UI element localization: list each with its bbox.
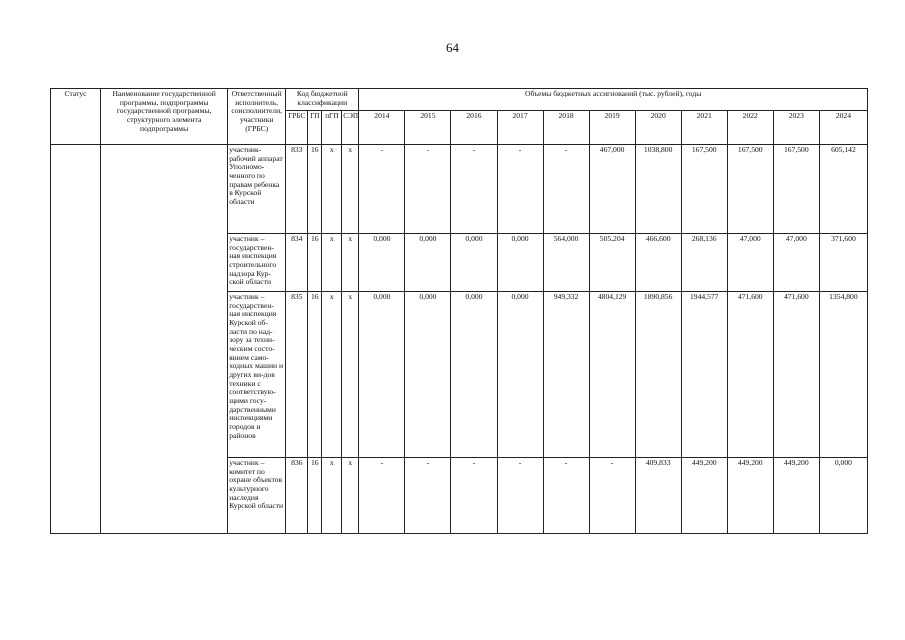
header-year: 2017 xyxy=(497,111,543,145)
header-code-grbs: ГРБС xyxy=(286,111,308,145)
code-cell: х xyxy=(322,292,342,458)
code-cell: х xyxy=(342,145,359,234)
header-allocations: Объемы бюджетных ассигнований (тыс. рублей), годы xyxy=(359,89,868,111)
header-year: 2023 xyxy=(773,111,819,145)
value-cell: - xyxy=(451,458,497,534)
value-cell: - xyxy=(359,145,405,234)
value-cell: 505,204 xyxy=(589,234,635,292)
value-cell: 449,200 xyxy=(681,458,727,534)
executor-cell: участник – комитет по охране объектов культурного наследия Курской области xyxy=(228,458,286,534)
code-cell: 834 xyxy=(286,234,308,292)
value-cell: 409,833 xyxy=(635,458,681,534)
value-cell: 371,600 xyxy=(819,234,867,292)
header-name: Наименование государственной программы, подпрограммы государственной программы, структурного элемента подпрограммы xyxy=(101,89,228,145)
value-cell: - xyxy=(589,458,635,534)
program-name-cell xyxy=(101,145,228,534)
value-cell: 564,000 xyxy=(543,234,589,292)
header-year: 2019 xyxy=(589,111,635,145)
header-budget-code: Код бюджетной классификации xyxy=(286,89,359,111)
value-cell: 605,142 xyxy=(819,145,867,234)
budget-table xyxy=(50,88,868,534)
header-responsible: Ответственный исполнитель, соисполнители, участники (ГРБС) xyxy=(228,89,286,145)
header-year: 2014 xyxy=(359,111,405,145)
code-cell: 833 xyxy=(286,145,308,234)
executor-cell: участник – государствен-ная инспекция строительного надзора Кур-ской области xyxy=(228,234,286,292)
value-cell: 0,000 xyxy=(405,292,451,458)
value-cell: 47,000 xyxy=(727,234,773,292)
value-cell: 467,000 xyxy=(589,145,635,234)
header-year: 2024 xyxy=(819,111,867,145)
code-cell: 835 xyxy=(286,292,308,458)
value-cell: 471,600 xyxy=(727,292,773,458)
value-cell: - xyxy=(451,145,497,234)
value-cell: - xyxy=(359,458,405,534)
value-cell: - xyxy=(405,458,451,534)
value-cell: - xyxy=(543,145,589,234)
code-cell: 16 xyxy=(308,234,322,292)
page-number: 64 xyxy=(446,40,459,55)
code-cell: 16 xyxy=(308,292,322,458)
value-cell: 167,500 xyxy=(681,145,727,234)
code-cell: х xyxy=(322,458,342,534)
value-cell: 47,000 xyxy=(773,234,819,292)
value-cell: 449,200 xyxy=(727,458,773,534)
header-year: 2015 xyxy=(405,111,451,145)
value-cell: 471,600 xyxy=(773,292,819,458)
value-cell: 167,500 xyxy=(727,145,773,234)
value-cell: 0,000 xyxy=(451,234,497,292)
value-cell: 0,000 xyxy=(405,234,451,292)
status-cell xyxy=(51,145,101,534)
value-cell: 0,000 xyxy=(497,234,543,292)
header-code-sep: СЭП xyxy=(342,111,359,145)
value-cell: 1038,800 xyxy=(635,145,681,234)
value-cell: 4804,129 xyxy=(589,292,635,458)
code-cell: х xyxy=(342,234,359,292)
executor-cell: участник-рабочий аппарат Уполномо-ченного по правам ребенка в Курской области xyxy=(228,145,286,234)
header-year: 2022 xyxy=(727,111,773,145)
header-year: 2016 xyxy=(451,111,497,145)
value-cell: 949,332 xyxy=(543,292,589,458)
value-cell: 0,000 xyxy=(359,234,405,292)
value-cell: - xyxy=(497,145,543,234)
header-year: 2021 xyxy=(681,111,727,145)
table-row xyxy=(51,145,868,234)
value-cell: 1944,577 xyxy=(681,292,727,458)
value-cell: - xyxy=(543,458,589,534)
header-status: Статус xyxy=(51,89,101,145)
value-cell: 1354,800 xyxy=(819,292,867,458)
code-cell: х xyxy=(342,292,359,458)
code-cell: х xyxy=(322,145,342,234)
code-cell: 836 xyxy=(286,458,308,534)
code-cell: 16 xyxy=(308,458,322,534)
code-cell: 16 xyxy=(308,145,322,234)
value-cell: 0,000 xyxy=(451,292,497,458)
value-cell: 0,000 xyxy=(497,292,543,458)
value-cell: 0,000 xyxy=(819,458,867,534)
value-cell: 449,200 xyxy=(773,458,819,534)
header-code-pgp: пГП xyxy=(322,111,342,145)
value-cell: 466,600 xyxy=(635,234,681,292)
executor-cell: участник – государствен-ная инспекция Курской об-ласти по над-зору за техни-ческим состо-янием само-ходных машин и других ви-дов техники с соответствую-щими госу-дарственными инспекциями городов и районов xyxy=(228,292,286,458)
value-cell: 268,136 xyxy=(681,234,727,292)
code-cell: х xyxy=(322,234,342,292)
value-cell: - xyxy=(405,145,451,234)
header-year: 2018 xyxy=(543,111,589,145)
header-code-gp: ГП xyxy=(308,111,322,145)
value-cell: - xyxy=(497,458,543,534)
value-cell: 167,500 xyxy=(773,145,819,234)
code-cell: х xyxy=(342,458,359,534)
value-cell: 0,000 xyxy=(359,292,405,458)
value-cell: 1890,856 xyxy=(635,292,681,458)
header-year: 2020 xyxy=(635,111,681,145)
